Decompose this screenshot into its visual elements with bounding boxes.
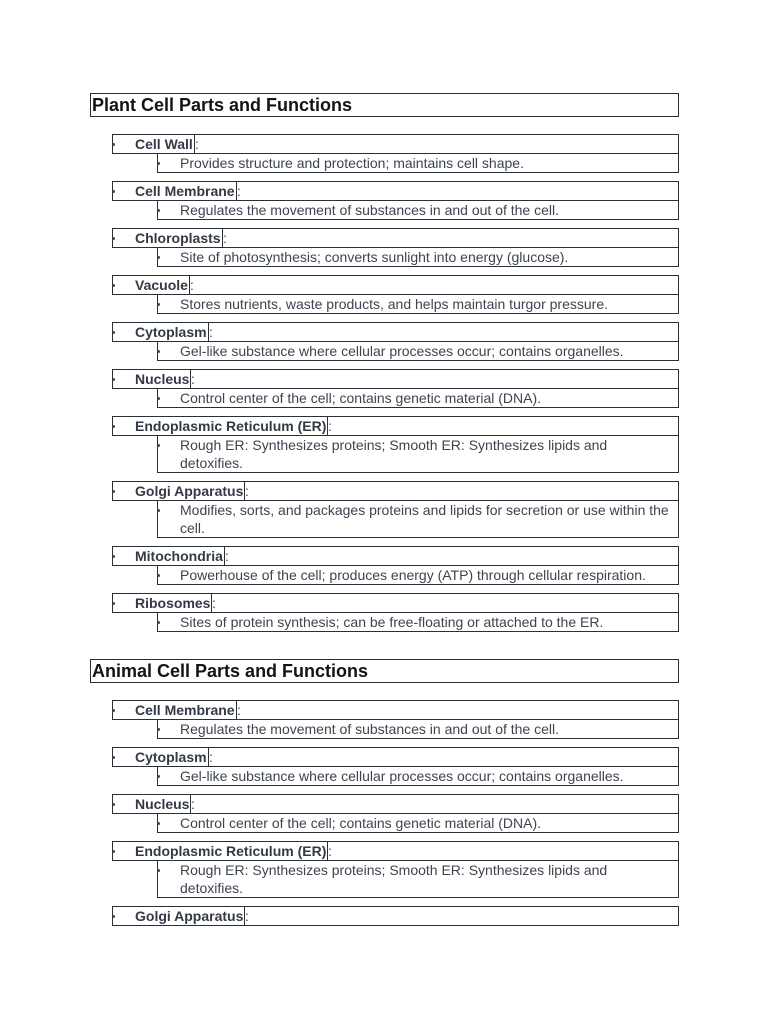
term-colon: : xyxy=(209,749,213,765)
bullet-icon xyxy=(157,574,160,577)
term-colon: : xyxy=(328,843,332,859)
term-colon: : xyxy=(225,548,229,564)
item-description: Provides structure and protection; maintains cell shape. xyxy=(180,155,524,171)
list-item xyxy=(112,593,679,632)
item-description: Site of photosynthesis; converts sunlight into energy (glucose). xyxy=(180,249,569,265)
bullet-icon xyxy=(112,378,115,381)
item-description: Control center of the cell; contains genetic material (DNA). xyxy=(180,390,542,406)
term-colon: : xyxy=(191,371,195,387)
bullet-icon xyxy=(112,425,115,428)
list-item xyxy=(112,906,679,926)
item-term: Ribosomes xyxy=(135,595,211,611)
bullet-icon xyxy=(112,850,115,853)
list-item xyxy=(112,546,679,585)
bullet-icon xyxy=(157,444,160,447)
item-term: Mitochondria xyxy=(135,548,223,564)
term-colon: : xyxy=(237,183,241,199)
item-description: Gel-like substance where cellular processes occur; contains organelles. xyxy=(180,343,624,359)
list-item xyxy=(112,416,679,473)
list-item xyxy=(112,228,679,267)
bullet-icon xyxy=(112,602,115,605)
bullet-icon xyxy=(157,621,160,624)
item-term: Golgi Apparatus xyxy=(135,908,244,924)
term-colon: : xyxy=(195,136,199,152)
list-item xyxy=(112,134,679,173)
item-term: Endoplasmic Reticulum (ER) xyxy=(135,843,327,859)
section-heading: Plant Cell Parts and Functions xyxy=(90,93,679,117)
item-term: Cell Wall xyxy=(135,136,193,152)
bullet-icon xyxy=(157,728,160,731)
list-item xyxy=(112,794,679,833)
list-item xyxy=(112,322,679,361)
item-term: Golgi Apparatus xyxy=(135,483,244,499)
bullet-icon xyxy=(157,509,160,512)
bullet-icon xyxy=(112,756,115,759)
item-description: Modifies, sorts, and packages proteins and lipids for secretion or use within the cell. xyxy=(180,502,669,536)
bullet-icon xyxy=(112,190,115,193)
bullet-icon xyxy=(112,143,115,146)
plant-cell-list xyxy=(90,134,679,632)
bullet-icon xyxy=(157,162,160,165)
term-colon: : xyxy=(212,595,216,611)
bullet-icon xyxy=(112,915,115,918)
bullet-icon xyxy=(112,555,115,558)
animal-cell-list xyxy=(90,700,679,926)
term-colon: : xyxy=(237,702,241,718)
bullet-icon xyxy=(157,775,160,778)
item-description: Regulates the movement of substances in and out of the cell. xyxy=(180,202,560,218)
animal-cell-section xyxy=(90,659,679,934)
item-term: Cell Membrane xyxy=(135,702,235,718)
bullet-icon xyxy=(112,284,115,287)
bullet-icon xyxy=(157,350,160,353)
item-term: Chloroplasts xyxy=(135,230,221,246)
term-colon: : xyxy=(328,418,332,434)
term-colon: : xyxy=(223,230,227,246)
bullet-icon xyxy=(112,331,115,334)
bullet-icon xyxy=(157,822,160,825)
section-heading: Animal Cell Parts and Functions xyxy=(90,659,679,683)
bullet-icon xyxy=(157,303,160,306)
bullet-icon xyxy=(157,209,160,212)
item-term: Cytoplasm xyxy=(135,324,207,340)
item-description: Regulates the movement of substances in and out of the cell. xyxy=(180,721,560,737)
list-item xyxy=(112,369,679,408)
term-colon: : xyxy=(190,277,194,293)
item-term: Nucleus xyxy=(135,796,190,812)
term-colon: : xyxy=(191,796,195,812)
bullet-icon xyxy=(157,397,160,400)
item-term: Cell Membrane xyxy=(135,183,235,199)
item-term: Endoplasmic Reticulum (ER) xyxy=(135,418,327,434)
item-description: Powerhouse of the cell; produces energy (ATP) through cellular respiration. xyxy=(180,567,646,583)
item-description: Rough ER: Synthesizes proteins; Smooth ER: Synthesizes lipids and detoxifies. xyxy=(180,862,608,896)
list-item xyxy=(112,275,679,314)
list-item xyxy=(112,181,679,220)
term-colon: : xyxy=(209,324,213,340)
item-description: Gel-like substance where cellular processes occur; contains organelles. xyxy=(180,768,624,784)
bullet-icon xyxy=(112,237,115,240)
item-term: Nucleus xyxy=(135,371,190,387)
term-colon: : xyxy=(245,908,249,924)
bullet-icon xyxy=(112,803,115,806)
item-description: Stores nutrients, waste products, and helps maintain turgor pressure. xyxy=(180,296,608,312)
bullet-icon xyxy=(157,256,160,259)
bullet-icon xyxy=(112,490,115,493)
plant-cell-section xyxy=(90,93,679,640)
item-description: Control center of the cell; contains genetic material (DNA). xyxy=(180,815,542,831)
item-term: Cytoplasm xyxy=(135,749,207,765)
bullet-icon xyxy=(157,869,160,872)
list-item xyxy=(112,841,679,898)
bullet-icon xyxy=(112,709,115,712)
item-description: Sites of protein synthesis; can be free-floating or attached to the ER. xyxy=(180,614,604,630)
item-term: Vacuole xyxy=(135,277,188,293)
item-description: Rough ER: Synthesizes proteins; Smooth ER: Synthesizes lipids and detoxifies. xyxy=(180,437,608,471)
list-item xyxy=(112,481,679,538)
list-item xyxy=(112,700,679,739)
term-colon: : xyxy=(245,483,249,499)
list-item xyxy=(112,747,679,786)
